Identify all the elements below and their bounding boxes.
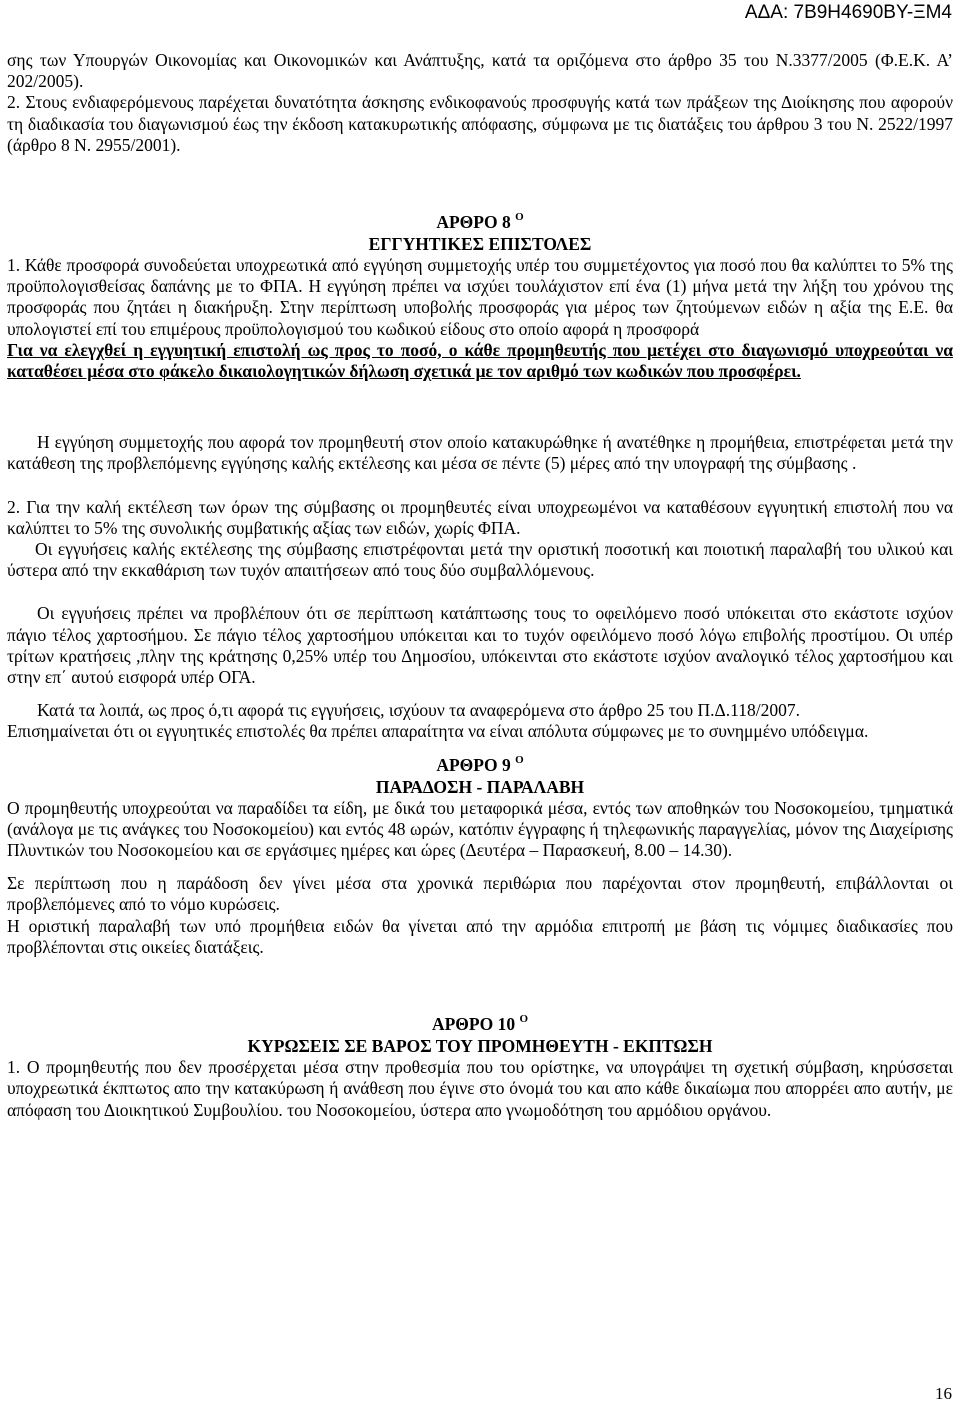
article-10-heading: ΑΡΘΡΟ 10 $^O$ [431, 1013, 529, 1035]
paragraph: Η οριστική παραλαβή των υπό προμήθεια ειδών θα γίνεται από την αρμόδια επιτροπή με βάση τις νόμιμες διαδικασίες που προβλέπονται στις οικείες διατάξεις. [7, 915, 953, 957]
paragraph: Ο προμηθευτής υποχρεούται να παραδίδει τα είδη, με δικά του μεταφορικά μέσα, εντός των αποθηκών του Νοσοκομείου, τμηματικά (ανάλογα με τις ανάγκες του Νοσοκομείου) και εντός 48 ωρών, κατόπιν έγγραφης ή τηλεφωνικής παραγγελίας, μόνον της Διαχείρισης Πλυντικών του Νοσοκομείου και σε εργάσιμες ημέρες και ώρες (Δευτέρα – Παρασκευή, 8.00 – 14.30). [7, 797, 953, 861]
paragraph: Επισημαίνεται ότι οι εγγυητικές επιστολές θα πρέπει απαραίτητα να είναι απόλυτα σύμφωνες με το συνημμένο υπόδειγμα. [7, 721, 869, 742]
paragraph: 1. Ο προμηθευτής που δεν προσέρχεται μέσα στην προθεσμία που του ορίστηκε, να υπογράψει τη σχετική σύμβαση, κηρύσσεται υποχρεωτικά έκπτωτος απο την κατακύρωση ή ανάθεση που έγινε στο όνομά του και απο κάθε δικαίωμα που απορρέει απο αυτήν, με απόφαση του Διοικητικού Συμβουλίου. του Νοσοκομείου, ύστερα απο γνωμοδότηση του αρμόδιου οργάνου. [7, 1057, 953, 1120]
page-number: 16 [935, 1384, 952, 1403]
article-9-subtitle: ΠΑΡΑΔΟΣΗ - ΠΑΡΑΛΑΒΗ [375, 776, 585, 797]
paragraph: Κατά τα λοιπά, ως προς ό,τι αφορά τις εγγυήσεις, ισχύουν τα αναφερόμενα στο άρθρο 25 του Π.Δ.118/2007. [37, 700, 800, 721]
paragraph: Οι εγγυήσεις πρέπει να προβλέπουν ότι σε περίπτωση κατάπτωσης τους το οφειλόμενο ποσό υπόκειται στο εκάστοτε ισχύον πάγιο τέλος χαρτοσήμου. Σε πάγιο τέλος χαρτοσήμου υπόκειται και το τυχόν οφειλόμενο ποσό λόγω επιβολής προστίμου. Οι υπέρ τρίτων κρατήσεις ,πλην της κράτησης 0,25% υπέρ του Δημοσίου, υπόκεινται στο εκάστοτε ισχύον αναλογικό τέλος χαρτοσήμου και στην επ΄ αυτού εισφορά υπέρ ΟΓΑ. [7, 603, 953, 688]
article-8-heading: ΑΡΘΡΟ 8 $^O$ [436, 211, 524, 233]
article-9-heading: ΑΡΘΡΟ 9 $^O$ [436, 753, 524, 775]
paragraph: 2. Για την καλή εκτέλεση των όρων της σύμβασης οι προμηθευτές είναι υποχρεωμένοι να καταθέσουν εγγυητική επιστολή που να καλύπτει το 5% της συνολικής συμβατικής αξίας των ειδών, χωρίς ΦΠΑ. [7, 496, 953, 538]
bold-underlined-paragraph: Για να ελεγχθεί η εγγυητική επιστολή ως προς το ποσό, ο κάθε προμηθευτής που μετέχει στο διαγωνισμό υποχρεούται να καταθέσει μέσα στο φάκελο δικαιολογητικών δήλωση σχετικά με τον αριθμό των κωδικών που προσφέρει. [7, 339, 953, 382]
document-body [7, 50, 953, 1121]
article-10-subtitle: ΚΥΡΩΣΕΙΣ ΣΕ ΒΑΡΟΣ ΤΟΥ ΠΡΟΜΗΘΕΥΤΗ - ΕΚΠΤΩΣΗ [247, 1036, 713, 1057]
paragraph: σης των Υπουργών Οικονομίας και Οικονομικών και Ανάπτυξης, κατά τα οριζόμενα στο άρθρο 35 του Ν.3377/2005 (Φ.Ε.Κ. Α’ 202/2005). [7, 50, 953, 92]
paragraph: Η εγγύηση συμμετοχής που αφορά τον προμηθευτή στον οποίο κατακυρώθηκε ή ανατέθηκε η προμήθεια, επιστρέφεται μετά την κατάθεση της προβλεπόμενης εγγύησης καλής εκτέλεσης και μέσα σε πέντε (5) μέρες από την υπογραφή της σύμβασης . [7, 432, 953, 474]
paragraph: 2. Στους ενδιαφερόμενους παρέχεται δυνατότητα άσκησης ενδικοφανούς προσφυγής κατά των πράξεων της Διοίκησης που αφορούν τη διαδικασία του διαγωνισμού έως την έκδοση κατακυρωτικής απόφασης, σύμφωνα με τις διατάξεις του άρθρου 3 του Ν. 2522/1997 (άρθρο 8 Ν. 2955/2001). [7, 92, 953, 155]
article-8-subtitle: ΕΓΓΥΗΤΙΚΕΣ ΕΠΙΣΤΟΛΕΣ [368, 234, 592, 255]
ada-code: ΑΔΑ: 7Β9Η4690ΒΥ-ΞΜ4 [744, 2, 952, 23]
paragraph: Σε περίπτωση που η παράδοση δεν γίνει μέσα στα χρονικά περιθώρια που παρέχονται στον προμηθευτή, επιβάλλονται οι προβλεπόμενες από το νόμο κυρώσεις. [7, 873, 953, 915]
paragraph: Οι εγγυήσεις καλής εκτέλεσης της σύμβασης επιστρέφονται μετά την οριστική ποσοτική και ποιοτική παραλαβή του υλικού και ύστερα από την εκκαθάριση των τυχόν απαιτήσεων από τους δύο συμβαλλόμενους. [7, 539, 953, 581]
paragraph: 1. Κάθε προσφορά συνοδεύεται υποχρεωτικά από εγγύηση συμμετοχής υπέρ του συμμετέχοντος για ποσό που θα καλύπτει το 5% της προϋπολογισθείσας δαπάνης με το ΦΠΑ. Η εγγύηση πρέπει να ισχύει τουλάχιστον επί ένα (1) μήνα μετά την λήξη του χρόνου της προσφοράς που ζητάει η διακήρυξη. Στην περίπτωση υποβολής προσφοράς για μέρος των ζητούμενων ειδών η αξία της Ε.Ε. θα υπολογιστεί επί του επιμέρους προϋπολογισμού του κωδικού είδους στο οποίο αφορά η προσφορά [7, 255, 953, 339]
